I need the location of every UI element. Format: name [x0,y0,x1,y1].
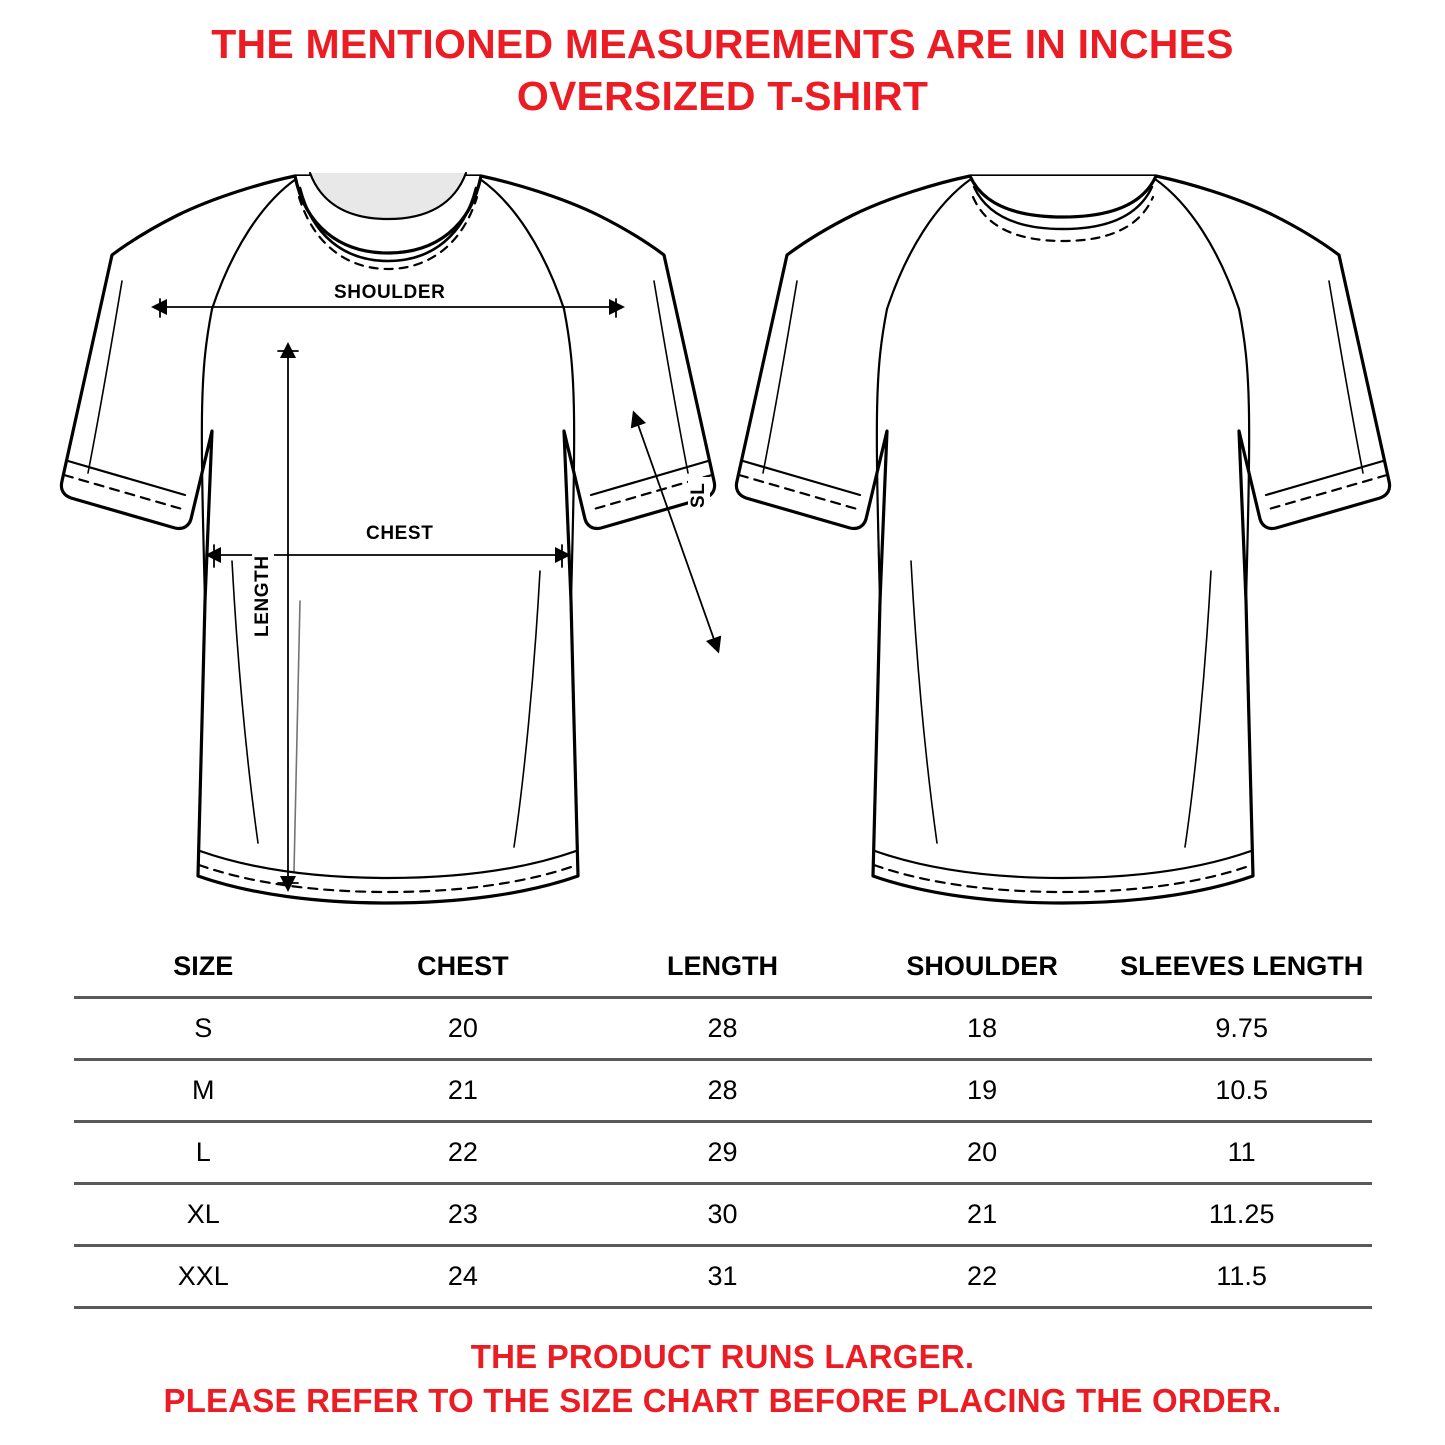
cell-length: 28 [707,1074,738,1105]
sleeve-length-label: SL [688,476,710,513]
chest-label: CHEST [360,523,439,545]
table-row [74,997,1372,1059]
cell-size: M [192,1074,215,1105]
tshirt-illustrations [0,131,1445,941]
cell-size: L [195,1136,211,1167]
cell-sleeves: 9.75 [1215,1012,1268,1043]
cell-shoulder: 22 [967,1260,998,1291]
cell-chest: 22 [447,1136,478,1167]
cell-sleeves: 11.5 [1216,1260,1267,1291]
page-footer [0,1335,1445,1424]
cell-length: 30 [707,1198,738,1229]
size-chart-table [74,945,1372,1309]
tshirt-diagram [0,131,1445,941]
column-header-chest: CHEST [417,950,509,981]
cell-chest: 20 [447,1012,478,1043]
column-header-sleeves-length: SLEEVES LENGTH [1120,950,1364,981]
shoulder-label: SHOULDER [328,282,451,304]
cell-shoulder: 19 [967,1074,998,1105]
cell-size: XXL [177,1260,229,1291]
table-body [74,997,1372,1307]
table-row [74,1121,1372,1183]
cell-sleeves: 10.5 [1215,1074,1268,1105]
footer-note-2: PLEASE REFER TO THE SIZE CHART BEFORE PLACING THE ORDER. [163,1382,1282,1420]
table-row [74,1183,1372,1245]
cell-shoulder: 18 [967,1012,998,1043]
cell-size: S [194,1012,213,1043]
cell-sleeves: 11 [1227,1136,1256,1167]
cell-chest: 21 [447,1074,478,1105]
table-header [74,945,1372,998]
cell-chest: 24 [447,1260,478,1291]
cell-shoulder: 21 [967,1198,998,1229]
column-header-length: LENGTH [666,950,778,981]
cell-shoulder: 20 [967,1136,998,1167]
page-header [0,0,1445,123]
size-chart-table-wrap [74,945,1372,1309]
table-row [74,1059,1372,1121]
page-title: THE MENTIONED MEASUREMENTS ARE IN INCHES [211,21,1234,67]
table-row [74,1245,1372,1307]
column-header-shoulder: SHOULDER [906,950,1058,981]
table-header-row [74,945,1372,998]
length-label: LENGTH [252,549,274,643]
page-subtitle: OVERSIZED T-SHIRT [516,73,929,120]
cell-chest: 23 [447,1198,478,1229]
cell-size: XL [186,1198,220,1229]
tshirt-back-outline [736,176,1389,903]
cell-sleeves: 11.25 [1208,1198,1275,1229]
cell-length: 29 [707,1136,738,1167]
footer-note-1: THE PRODUCT RUNS LARGER. [470,1337,975,1375]
column-header-size: SIZE [173,950,234,981]
cell-length: 31 [707,1260,738,1291]
cell-length: 28 [707,1012,738,1043]
